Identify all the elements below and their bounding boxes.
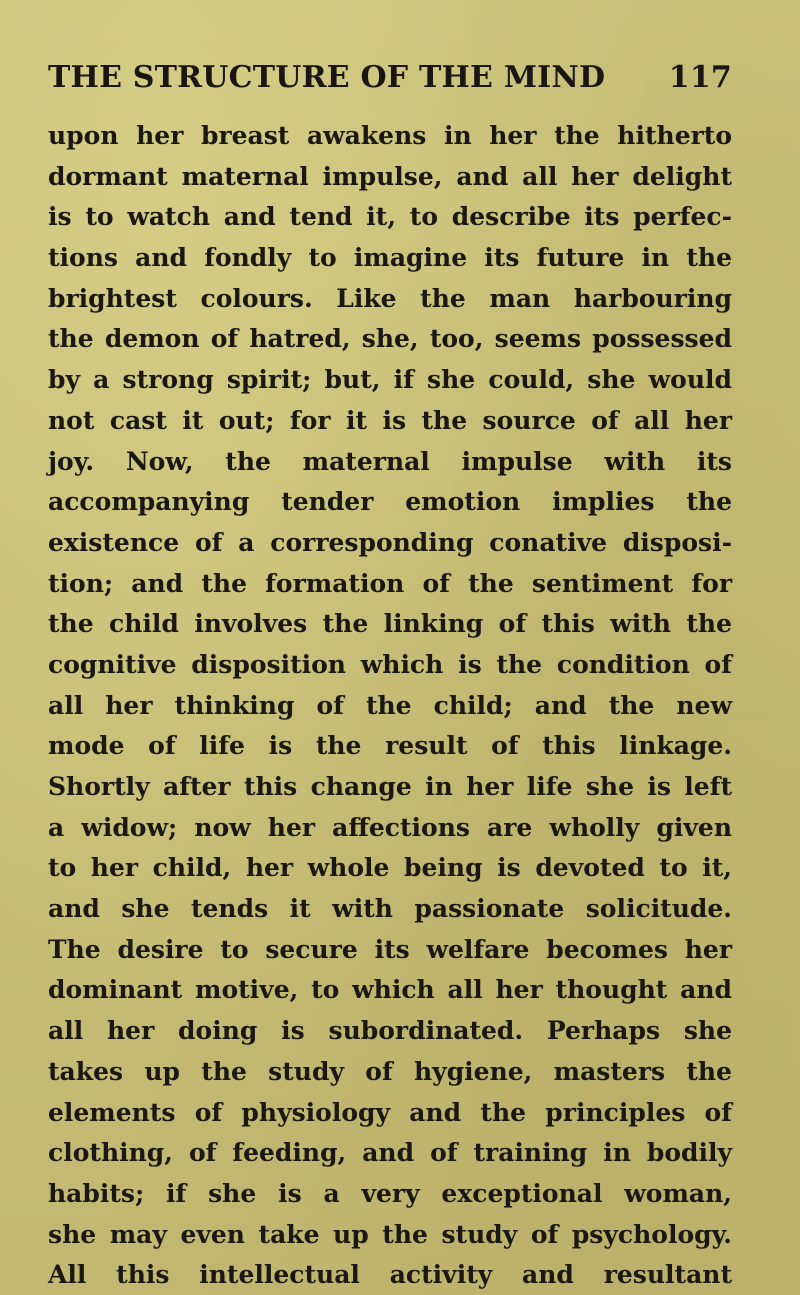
text-line: existence of a corresponding conative disposi- [48, 527, 732, 557]
text-line: the demon of hatred, she, too, seems possessed [48, 324, 732, 354]
text-line: mode of life is the result of this linkage. [48, 731, 732, 761]
text-line: a widow; now her affections are wholly given [48, 812, 732, 842]
text-line: upon her breast awakens in her the hitherto [48, 121, 732, 150]
text-line: the child involves the linking of this with the [48, 609, 732, 639]
text-line: all her thinking of the child; and the new [48, 690, 732, 720]
text-line: joy. Now, the maternal impulse with its [48, 446, 732, 476]
text-line: takes up the study of hygiene, masters the [48, 1056, 732, 1086]
text-line: to her child, her whole being is devoted to it, [48, 853, 732, 883]
text-line: she may even take up the study of psychology. [48, 1219, 732, 1249]
running-header [48, 58, 732, 98]
text-line: by a strong spirit; but, if she could, she would [48, 365, 732, 395]
running-title: THE STRUCTURE OF THE MIND [48, 60, 606, 95]
text-line: tions and fondly to imagine its future in the [48, 243, 732, 273]
text-line: habits; if she is a very exceptional woman, [48, 1178, 732, 1208]
text-line: all her doing is subordinated. Perhaps she [48, 1016, 732, 1046]
text-line: cognitive disposition which is the condition of [48, 649, 732, 679]
text-line: elements of physiology and the principles of [48, 1097, 732, 1127]
text-line: All this intellectual activity and resultant [48, 1260, 732, 1290]
text-line: brightest colours. Like the man harbouring [48, 283, 732, 313]
body-text [48, 116, 732, 1295]
text-line: not cast it out; for it is the source of all her [48, 405, 732, 435]
text-line: is to watch and tend it, to describe its perfec- [48, 202, 732, 232]
text-line: clothing, of feeding, and of training in bodily [48, 1138, 732, 1168]
text-line: Shortly after this change in her life she is left [48, 772, 732, 801]
text-line: accompanying tender emotion implies the [48, 487, 732, 517]
text-line: and she tends it with passionate solicitude. [48, 894, 732, 924]
text-line: The desire to secure its welfare becomes her [48, 934, 732, 964]
text-line: dominant motive, to which all her thought and [48, 975, 732, 1005]
text-line: dormant maternal impulse, and all her delight [48, 161, 732, 191]
text-line: tion; and the formation of the sentiment for [48, 568, 732, 598]
page-number: 117 [668, 60, 732, 95]
